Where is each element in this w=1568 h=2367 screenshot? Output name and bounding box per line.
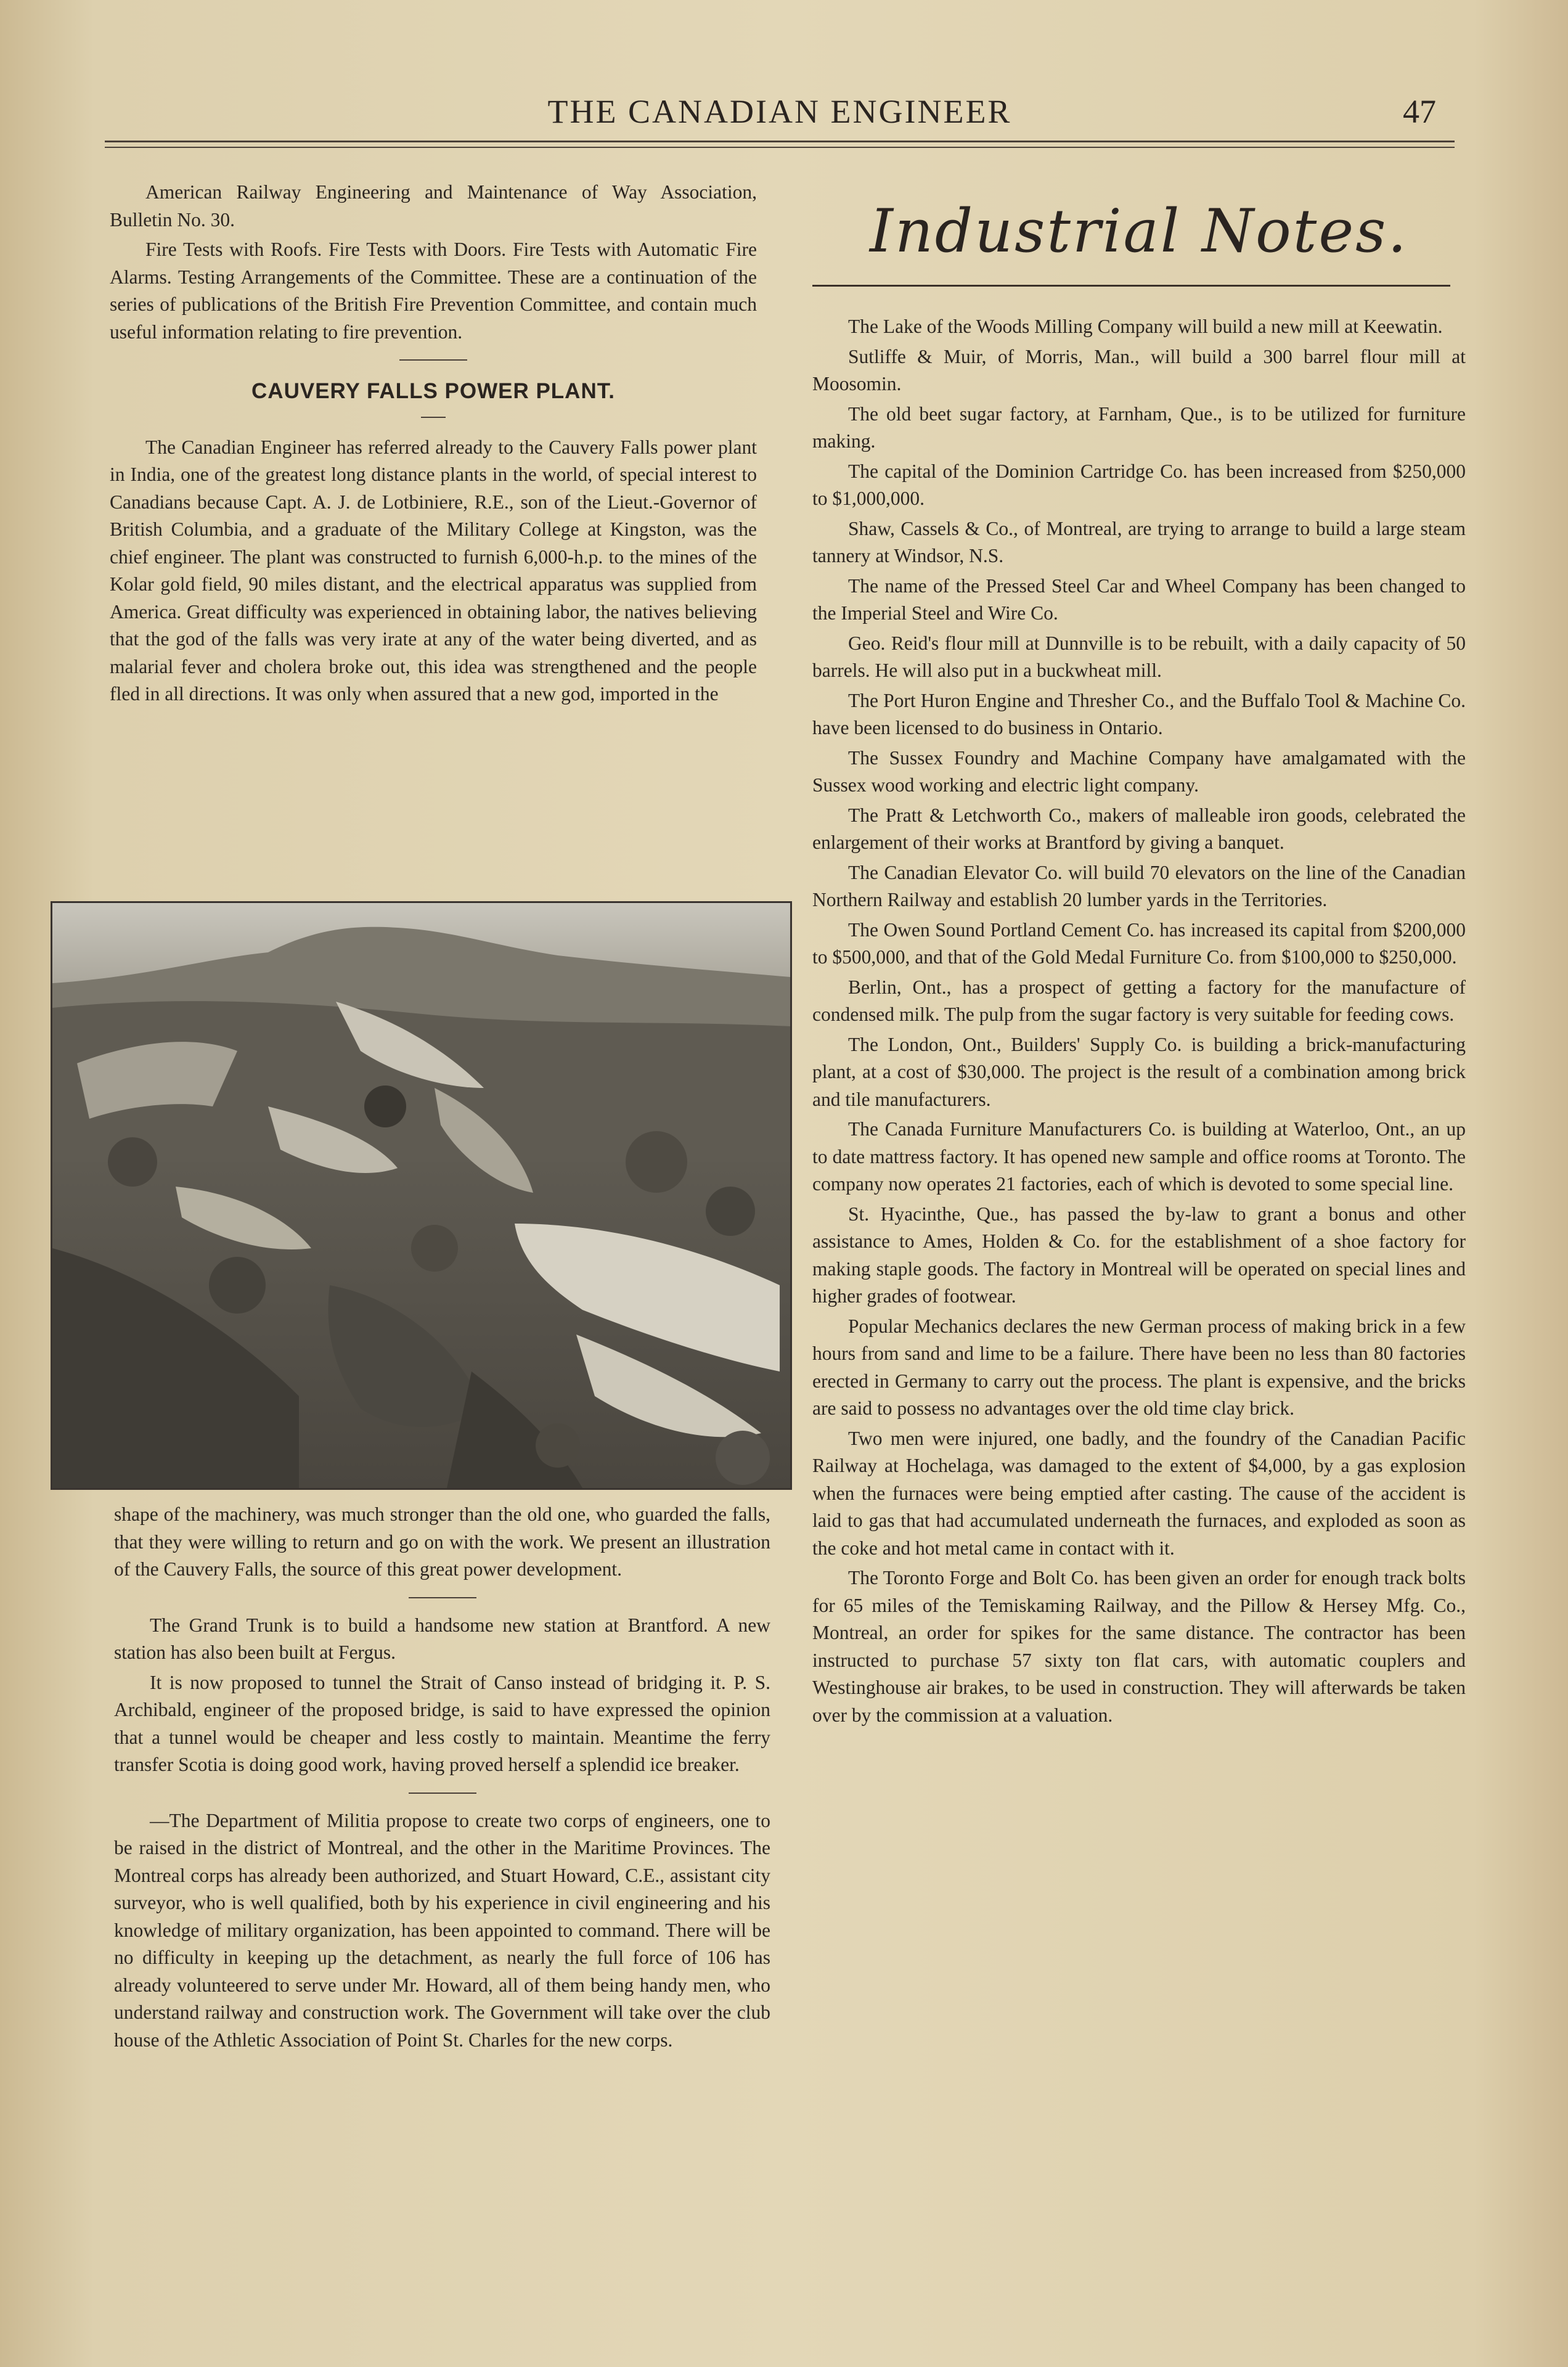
industrial-notes-masthead: Industrial Notes. [870,197,1408,266]
grand-trunk-paragraph: The Grand Trunk is to build a handsome new station at Brantford. A new station has also been built at Fergus. [114,1614,770,1663]
masthead-rule [812,285,1450,287]
canso-paragraph: It is now proposed to tunnel the Strait of Canso instead of bridging it. P. S. Archibald, engineer of the proposed bridge, is said to have expressed the opinion that a tunnel would be cheaper and less costly to maintain. Meantime the ferry transfer Scotia is doing good work, having proved herself a splendid ice breaker. [114,1671,770,1775]
note-paragraph: The Sussex Foundry and Machine Company have amalgamated with the Sussex wood working and electric light company. [812,746,1466,796]
left-column-top [110,179,757,708]
note-paragraph: The Canada Furniture Manufacturers Co. is building at Waterloo, Ont., an up to date mattress factory. It has opened new sample and office rooms at Toronto. The company now operates 21 factories, each of which is devoted to some special line. [812,1118,1466,1195]
section-divider [399,359,467,361]
left-column-bottom [114,1501,770,2054]
cauvery-heading: CAUVERY FALLS POWER PLANT. [251,379,615,403]
note-paragraph: Shaw, Cassels & Co., of Montreal, are trying to arrange to build a large steam tannery at Windsor, N.S. [812,517,1466,566]
note-paragraph: Berlin, Ont., has a prospect of getting a factory for the manufacture of condensed milk. The pulp from the sugar factory is very suitable for feeding cows. [812,976,1466,1025]
note-paragraph: The Lake of the Woods Milling Company will build a new mill at Keewatin. [848,316,1443,337]
cauvery-continuation: shape of the machinery, was much stronger than the old one, who guarded the falls, that they were willing to return and go on with the work. We present an illustration of the Cauvery Falls, the source of this great power development. [114,1503,770,1580]
militia-paragraph: —The Department of Militia propose to create two corps of engineers, one to be raised in the district of Montreal, and the other in the Maritime Provinces. The Montreal corps has already been authorized, and Stuart Howard, C.E., assistant city surveyor, who is well qualified, both by his experience in civil engineering and his knowledge of military organization, has been appointed to command. There will be no difficulty in keeping up the detachment, as nearly the full force of 106 has already volunteered to serve under Mr. Howard, all of them being handy men, who understand railway and construction work. The Government will take over the club house of the Athletic Association of Point St. Charles for the new corps. [114,1809,770,2051]
header-rule-double [105,147,1455,148]
note-paragraph: The capital of the Dominion Cartridge Co. has been increased from $250,000 to $1,000,000. [812,460,1466,509]
section-divider [409,1597,476,1598]
note-paragraph: Popular Mechanics declares the new German process of making brick in a few hours from sand and lime to be a failure. There have been no less than 80 factories erected in Germany to carry out the process. The plant is expensive, and the bricks are said to possess no advantages over the old time clay brick. [812,1315,1466,1419]
header-rule [105,141,1455,142]
note-paragraph: The old beet sugar factory, at Farnham, Que., is to be utilized for furniture making. [812,403,1466,452]
heading-divider [421,417,446,418]
industrial-notes-column [812,313,1466,1729]
cauvery-paragraph: The Canadian Engineer has referred already to the Cauvery Falls power plant in India, one of the greatest long distance plants in the world, of special interest to Canadians because Capt. A. J. de Lotbiniere, R.E., son of the Lieut.-Governor of British Columbia, and a graduate of the Military College at Kingston, was the chief engineer. The plant was constructed to furnish 6,000-h.p. to the mines of the Kolar gold field, 90 miles distant, and the electrical apparatus was supplied from America. Great difficulty was experienced in obtaining labor, the natives believing that the god of the falls was very irate at any of the water being diverted, and as malarial fever and cholera broke out, this idea was strengthened and the people fled in all directions. It was only when assured that a new god, imported in the [110,436,757,705]
page-number: 47 [1403,93,1436,130]
note-paragraph: The Port Huron Engine and Thresher Co., and the Buffalo Tool & Machine Co. have been licensed to do business in Ontario. [812,689,1466,738]
section-divider [409,1793,476,1794]
note-paragraph: Sutliffe & Muir, of Morris, Man., will build a 300 barrel flour mill at Moosomin. [812,345,1466,394]
page-header [105,92,1455,136]
note-paragraph: The Owen Sound Portland Cement Co. has increased its capital from $200,000 to $500,000, and that of the Gold Medal Furniture Co. from $100,000 to $250,000. [812,918,1466,968]
note-paragraph: The Toronto Forge and Bolt Co. has been given an order for enough track bolts for 65 miles of the Temiskaming Railway, and the Pillow & Hersey Mfg. Co., Montreal, an order for spikes for the same distance. The contractor has been instructed to purchase 57 sixty ton flat cars, with automatic couplers and Westinghouse air brakes, to be used in construction. They will afterwards be taken over by the commission at a valuation. [812,1567,1466,1726]
cauvery-falls-photo [51,901,792,1490]
note-paragraph: The London, Ont., Builders' Supply Co. is building a brick-manufacturing plant, at a cost of $30,000. The project is the result of a combination among brick and tile manufacturers. [812,1033,1466,1110]
running-title: THE CANADIAN ENGINEER [547,93,1012,130]
note-paragraph: St. Hyacinthe, Que., has passed the by-law to grant a bonus and other assistance to Ames, Holden & Co. for the establishment of a shoe factory for making staple goods. The factory in Montreal will be operated on special lines and higher grades of footwear. [812,1203,1466,1307]
fire-tests-paragraph: Fire Tests with Roofs. Fire Tests with Doors. Fire Tests with Automatic Fire Alarms. Testing Arrangements of the Committee. These are a continuation of the series of publications of the British Fire Prevention Committee, and contain much useful information relating to fire prevention. [110,239,757,343]
note-paragraph: Two men were injured, one badly, and the foundry of the Canadian Pacific Railway at Hochelaga, was damaged to the extent of $4,000, by a gas explosion when the furnaces were being emptied after casting. The cause of the accident is laid to gas that had accumulated underneath the furnaces, and exploded as soon as the coke and hot metal came in contact with it. [812,1427,1466,1559]
note-paragraph: The Canadian Elevator Co. will build 70 elevators on the line of the Canadian Northern Railway and establish 20 lumber yards in the Territories. [812,861,1466,910]
bulletin-paragraph: American Railway Engineering and Maintenance of Way Association, Bulletin No. 30. [110,181,757,231]
note-paragraph: The Pratt & Letchworth Co., makers of malleable iron goods, celebrated the enlargement of their works at Brantford by giving a banquet. [812,804,1466,853]
note-paragraph: The name of the Pressed Steel Car and Wheel Company has been changed to the Imperial Steel and Wire Co. [812,574,1466,624]
note-paragraph: Geo. Reid's flour mill at Dunnville is to be rebuilt, with a daily capacity of 50 barrels. He will also put in a buckwheat mill. [812,632,1466,681]
